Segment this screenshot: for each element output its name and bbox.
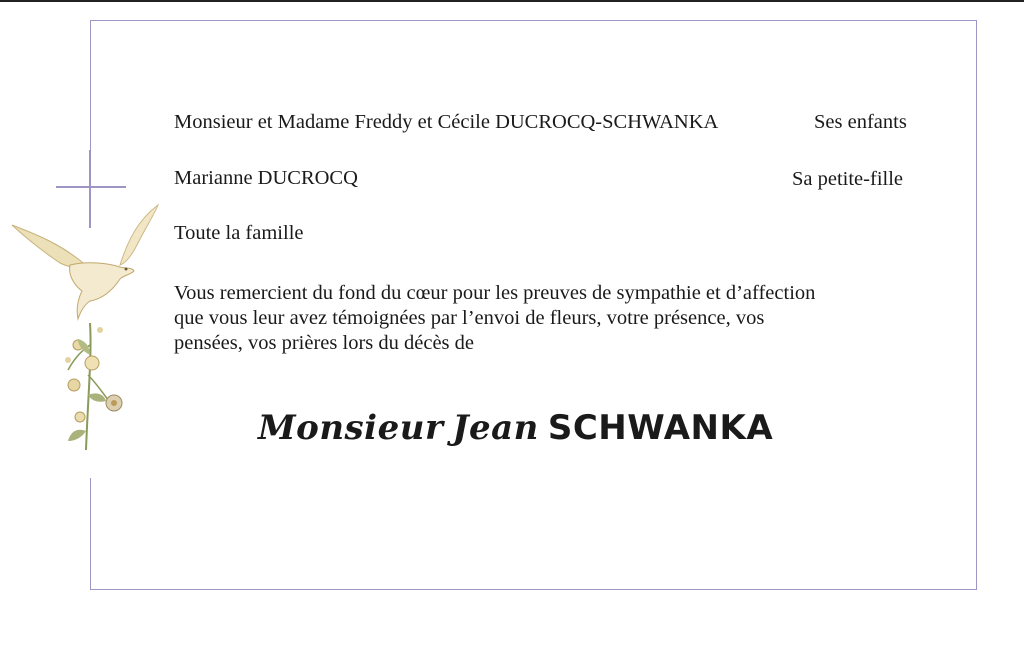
- top-border-line: [0, 0, 1024, 2]
- deceased-name: [258, 404, 773, 453]
- flower-stem: [86, 323, 91, 450]
- dove-icon: [8, 195, 168, 455]
- cross-icon-bar: [56, 186, 126, 188]
- deceased-title: Monsieur: [258, 408, 444, 448]
- message-line: Vous remercient du fond du cœur pour les preuves de sympathie et d’affection: [174, 282, 816, 304]
- relation-children: Ses enfants: [814, 111, 907, 133]
- relation-granddaughter: Sa petite-fille: [792, 168, 903, 190]
- message-line: que vous leur avez témoignées par l’envoi de fleurs, votre présence, vos: [174, 307, 765, 329]
- deceased-first-name: Jean: [452, 408, 539, 448]
- family-line-granddaughter: Marianne DUCROCQ: [174, 167, 358, 189]
- dove-wing-right: [120, 205, 158, 265]
- family-line-children: Monsieur et Madame Freddy et Cécile DUCROCQ-SCHWANKA: [174, 111, 719, 133]
- dove-wing-left: [12, 225, 88, 268]
- thanks-message: [174, 281, 914, 356]
- dove-body: [70, 263, 134, 319]
- message-line: pensées, vos prières lors du décès de: [174, 332, 475, 354]
- flower-icon: [65, 327, 122, 422]
- family-line-all: Toute la famille: [174, 222, 304, 244]
- deceased-last-name: SCHWANKA: [547, 408, 774, 448]
